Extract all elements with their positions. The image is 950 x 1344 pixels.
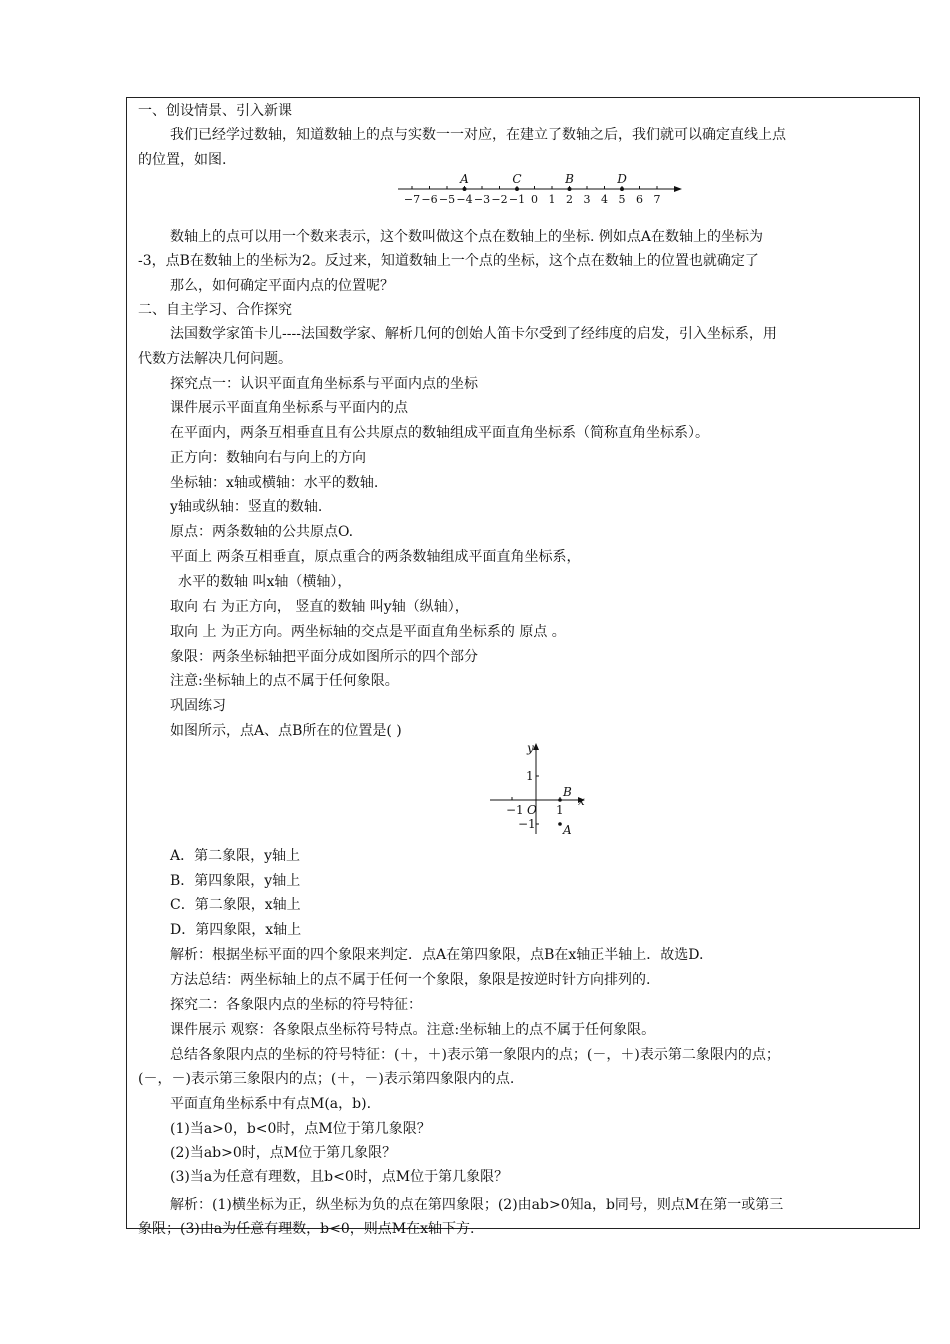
option-a: A．第二象限，y轴上 — [170, 848, 301, 864]
number-line-point — [568, 187, 572, 191]
paragraph-line: 数轴上的点可以用一个数来表示，这个数叫做这个点在数轴上的坐标. 例如点A在数轴上的坐标为 — [170, 229, 764, 245]
paragraph-line: (2)当ab>0时，点M位于第几象限？ — [170, 1145, 397, 1161]
paragraph-line: 课件展示平面直角坐标系与平面内的点 — [170, 400, 408, 416]
option-d: D．第四象限，x轴上 — [170, 922, 302, 938]
paragraph-line: 象限：两条坐标轴把平面分成如图所示的四个部分 — [170, 649, 478, 665]
paragraph-line: -3，点B在数轴上的坐标为2。反过来，知道数轴上一个点的坐标，这个点在数轴上的位置也就确定了 — [138, 253, 759, 269]
number-line-tick-label: 4 — [601, 193, 608, 206]
section-heading-2: 二、自主学习、合作探究 — [138, 302, 292, 318]
section-heading-1: 一、创设情景、引入新课 — [138, 103, 292, 119]
paragraph-line: 探究点一：认识平面直角坐标系与平面内点的坐标 — [170, 376, 478, 392]
number-line-tick-label: −1 — [508, 193, 526, 206]
paragraph-line: 水平的数轴 叫x轴（横轴）， — [178, 574, 352, 590]
paragraph-line: 方法总结：两坐标轴上的点不属于任何一个象限，象限是按逆时针方向排列的. — [170, 972, 651, 988]
number-line-point — [620, 187, 624, 191]
paragraph-line: 平面上 两条互相垂直，原点重合的两条数轴组成平面直角坐标系， — [170, 549, 581, 565]
paragraph-line: 象限；(3)由a为任意有理数，b<0，则点M在x轴下方. — [138, 1221, 475, 1237]
paragraph-line: (1)当a>0，b<0时，点M位于第几象限？ — [170, 1121, 431, 1137]
number-line-tick-label: −2 — [491, 193, 508, 206]
number-line-tick-label: −6 — [421, 193, 438, 206]
number-line-arrow — [674, 186, 682, 192]
number-line-point — [463, 187, 467, 191]
paragraph-line: 法国数学家笛卡儿----法国数学家、解析几何的创始人笛卡尔受到了经纬度的启发，引入坐标系，用 — [170, 326, 777, 342]
paragraph-line: 坐标轴：x轴或横轴：水平的数轴. — [170, 475, 379, 491]
paragraph-line: (－，－)表示第三象限内的点；(＋，－)表示第四象限内的点. — [138, 1071, 515, 1087]
question-line: 如图所示，点A、点B所在的位置是( ) — [170, 723, 402, 739]
number-line-figure — [390, 167, 690, 207]
x-tick-label: 1 — [556, 803, 564, 817]
number-line-tick-label: 5 — [618, 193, 626, 206]
number-line-point-label: D — [617, 172, 627, 186]
number-line-point — [515, 187, 519, 191]
coordinate-point-label: A — [563, 823, 572, 837]
paragraph-line: 正方向：数轴向右与向上的方向 — [170, 450, 366, 466]
paragraph-line: 原点：两条数轴的公共原点O. — [170, 524, 354, 540]
paragraph-line: 探究二：各象限内点的坐标的符号特征： — [170, 997, 422, 1013]
y-tick-label: −1 — [518, 817, 536, 831]
number-line-tick-label: 0 — [531, 193, 538, 206]
paragraph-line: 我们已经学过数轴，知道数轴上的点与实数一一对应，在建立了数轴之后，我们就可以确定直线上点 — [170, 127, 786, 143]
paragraph-line: 总结各象限内点的坐标的符号特征：(＋，＋)表示第一象限内的点；(－，＋)表示第二象限内的点； — [170, 1047, 780, 1063]
number-line-point-label: B — [565, 172, 574, 186]
paragraph-line: (3)当a为任意有理数，且b<0时，点M位于第几象限？ — [170, 1169, 509, 1185]
origin-label: O — [527, 803, 537, 817]
x-tick-label: −1 — [506, 803, 524, 817]
number-line-tick-label: −3 — [473, 193, 491, 206]
number-line-tick-label: 3 — [583, 193, 591, 206]
number-line-tick-label: 1 — [548, 193, 556, 206]
number-line-tick-label: −5 — [438, 193, 456, 206]
paragraph-line: 平面直角坐标系中有点M(a，b). — [170, 1096, 372, 1112]
paragraph-line: 巩固练习 — [170, 698, 226, 714]
x-axis-label: x — [578, 794, 585, 808]
coordinate-point — [558, 798, 562, 802]
number-line-point-label: A — [460, 172, 469, 186]
number-line-tick-label: 2 — [566, 193, 573, 206]
coordinate-point-label: B — [563, 785, 572, 799]
number-line-tick-label: −7 — [403, 193, 421, 206]
number-line-tick-label: −4 — [456, 193, 473, 206]
number-line-tick-label: 7 — [653, 193, 661, 206]
paragraph-line: 注意:坐标轴上的点不属于任何象限。 — [170, 673, 399, 689]
paragraph-line: 的位置，如图. — [138, 152, 227, 168]
paragraph-line: 在平面内，两条互相垂直且有公共原点的数轴组成平面直角坐标系（简称直角坐标系）。 — [170, 425, 709, 441]
y-axis-label: y — [527, 741, 534, 755]
paragraph-line: y轴或纵轴：竖直的数轴. — [170, 499, 323, 515]
option-b: B．第四象限，y轴上 — [170, 873, 301, 889]
paragraph-line: 解析：根据坐标平面的四个象限来判定．点A在第四象限，点B在x轴正半轴上．故选D. — [170, 947, 704, 963]
option-c: C．第二象限，x轴上 — [170, 897, 301, 913]
paragraph-line: 代数方法解决几何问题。 — [138, 351, 292, 367]
coordinate-point — [558, 822, 562, 826]
paragraph-line: 课件展示 观察：各象限点坐标符号特点。注意:坐标轴上的点不属于任何象限。 — [170, 1022, 656, 1038]
coordinate-figure — [484, 738, 594, 838]
y-tick-label: 1 — [526, 769, 534, 783]
y-axis-arrow — [533, 743, 539, 750]
number-line-point-label: C — [512, 172, 522, 186]
paragraph-line: 取向 右 为正方向， 竖直的数轴 叫y轴（纵轴）， — [170, 599, 469, 615]
paragraph-line: 那么，如何确定平面内点的位置呢？ — [170, 278, 394, 294]
paragraph-line: 取向 上 为正方向。两坐标轴的交点是平面直角坐标系的 原点 。 — [170, 624, 566, 640]
number-line-tick-label: 6 — [636, 193, 643, 206]
paragraph-line: 解析：(1)横坐标为正，纵坐标为负的点在第四象限；(2)由ab>0知a，b同号，则点M在第一或第三 — [170, 1197, 784, 1213]
